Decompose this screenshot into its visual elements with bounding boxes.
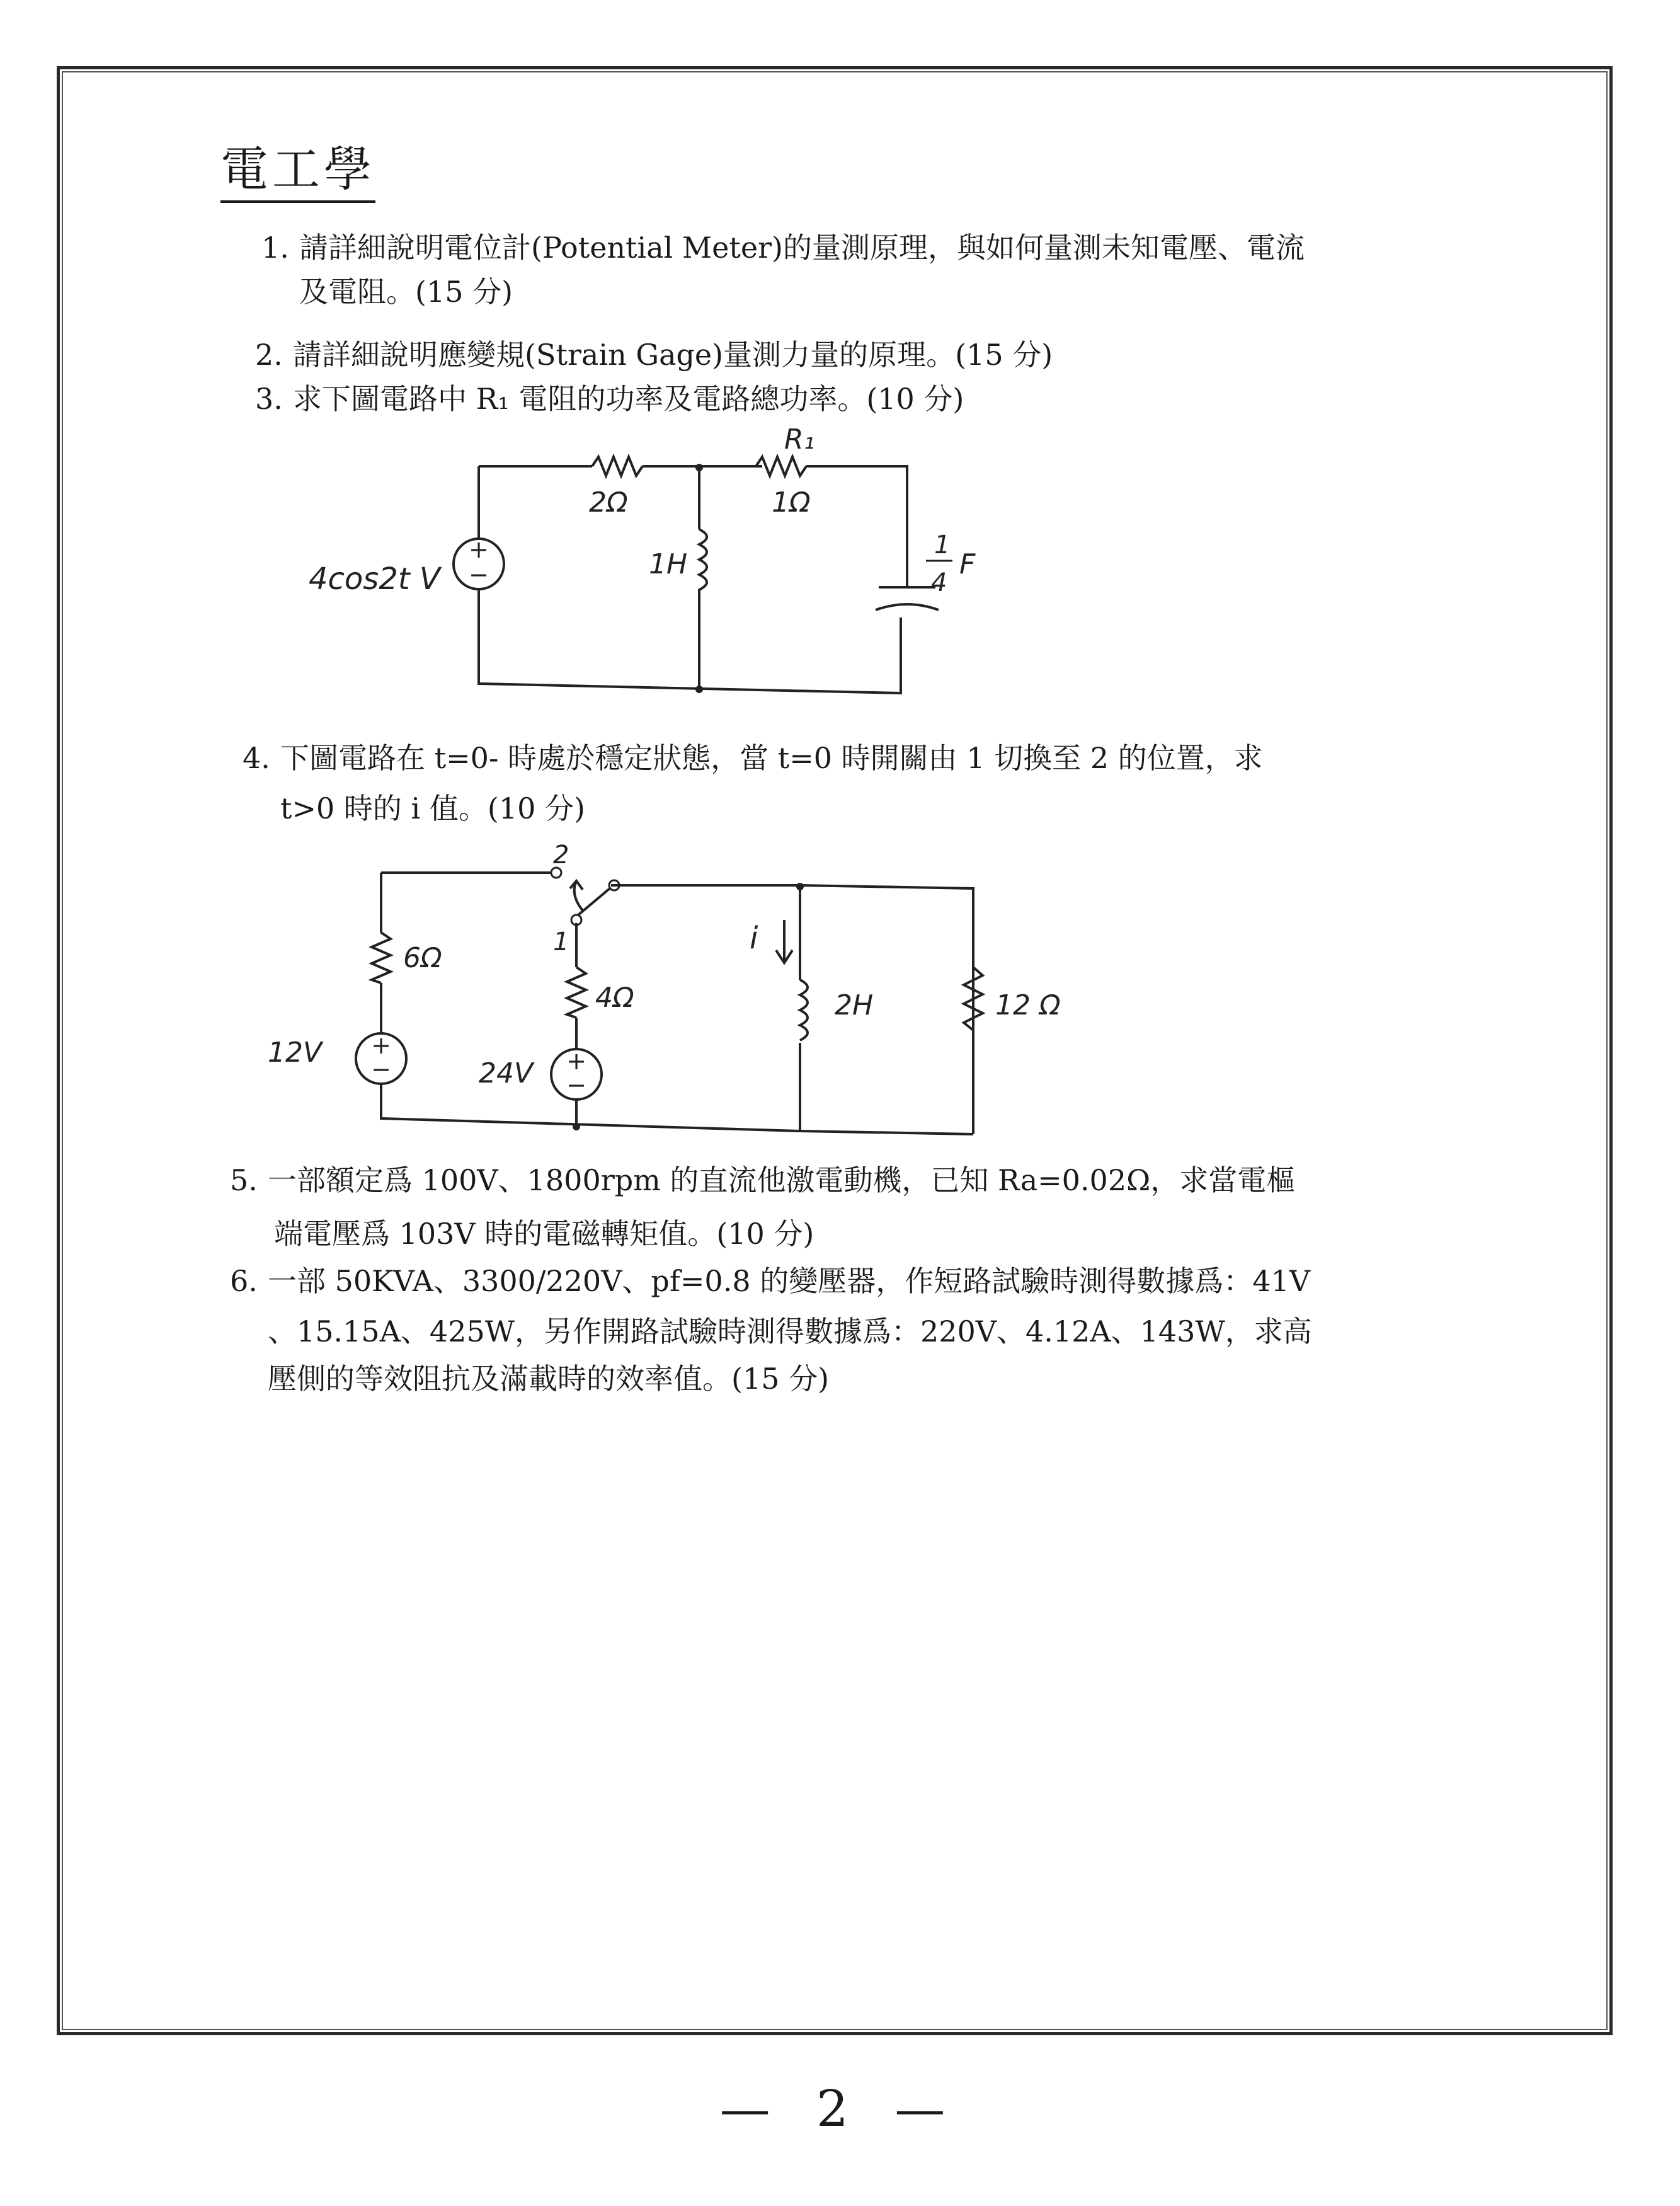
plus-sign: + — [469, 536, 489, 563]
question-text: 下圖電路在 t=0- 時處於穩定狀態，當 t=0 時開關由 1 切換至 2 的位置，求 — [280, 741, 1263, 775]
minus-sign: − — [371, 1055, 391, 1083]
question-text: 求下圖電路中 R₁ 電阻的功率及電路總功率。(10 分) — [293, 382, 964, 416]
resistor-name: R₁ — [784, 423, 815, 456]
junction-node — [796, 883, 804, 890]
question-number: 5. — [230, 1163, 258, 1197]
question-6 — [230, 1264, 1310, 1298]
question-5 — [230, 1163, 1296, 1197]
inductor-label: 2H — [835, 989, 874, 1021]
question-number: 1. — [261, 231, 289, 265]
switch-blade — [578, 888, 610, 915]
resistor-label: 2Ω — [589, 486, 628, 519]
resistor-6ohm — [372, 933, 391, 983]
minus-sign: − — [469, 561, 489, 589]
question-text: 請詳細說明應變規(Strain Gage)量測力量的原理。(15 分) — [293, 338, 1053, 372]
resistor-label: 4Ω — [595, 982, 634, 1014]
question-number: 4. — [243, 741, 270, 775]
resistor-label: 12 Ω — [995, 989, 1061, 1021]
minus-sign: − — [566, 1071, 586, 1099]
exam-title: 電工學 — [220, 142, 375, 203]
resistor-label: 6Ω — [403, 942, 442, 974]
question-number: 6. — [230, 1264, 258, 1298]
switch-position-label: 1 — [553, 928, 569, 957]
capacitor-denominator: 4 — [931, 568, 947, 597]
question-text: 一部額定爲 100V、1800rpm 的直流他激電動機，已知 Ra=0.02Ω，求當電樞 — [268, 1163, 1296, 1197]
wire — [381, 1084, 973, 1134]
source-label: 12V — [268, 1037, 323, 1069]
question-6-cont: 壓側的等效阻抗及滿載時的效率值。(15 分) — [268, 1362, 830, 1396]
question-6-cont: 、15.15A、425W，另作開路試驗時測得數據爲：220V、4.12A、143W，求高 — [268, 1314, 1312, 1348]
junction-node — [573, 1123, 580, 1130]
switch-arrow — [570, 881, 583, 911]
source-label: 4cos2t V — [309, 561, 440, 597]
capacitor-numerator: 1 — [934, 531, 951, 560]
inductor-2h — [800, 980, 808, 1040]
question-text: 請詳細說明電位計(Potential Meter)的量測原理，與如何量測未知電壓、電流 — [299, 231, 1305, 265]
plus-sign: + — [371, 1031, 391, 1059]
plus-sign: + — [566, 1047, 586, 1075]
question-5-cont: 端電壓爲 103V 時的電磁轉矩值。(10 分) — [274, 1217, 814, 1251]
switch-position-label: 2 — [553, 841, 569, 870]
resistor-4ohm — [567, 967, 586, 1018]
question-number: 3. — [255, 382, 283, 416]
capacitor-unit: F — [959, 548, 976, 580]
page-number: — 2 — — [719, 2079, 961, 2138]
question-4-cont: t>0 時的 i 值。(10 分) — [280, 791, 585, 825]
wire — [611, 885, 973, 1134]
question-1-cont: 及電阻。(15 分) — [299, 275, 513, 309]
current-label: i — [750, 921, 758, 956]
resistor-label: 1Ω — [772, 486, 811, 519]
question-number: 2. — [255, 338, 283, 372]
source-label: 24V — [479, 1057, 534, 1089]
inductor-label: 1H — [649, 548, 688, 580]
question-text: 一部 50KVA、3300/220V、pf=0.8 的變壓器，作短路試驗時測得數據爲：41V — [268, 1264, 1310, 1298]
